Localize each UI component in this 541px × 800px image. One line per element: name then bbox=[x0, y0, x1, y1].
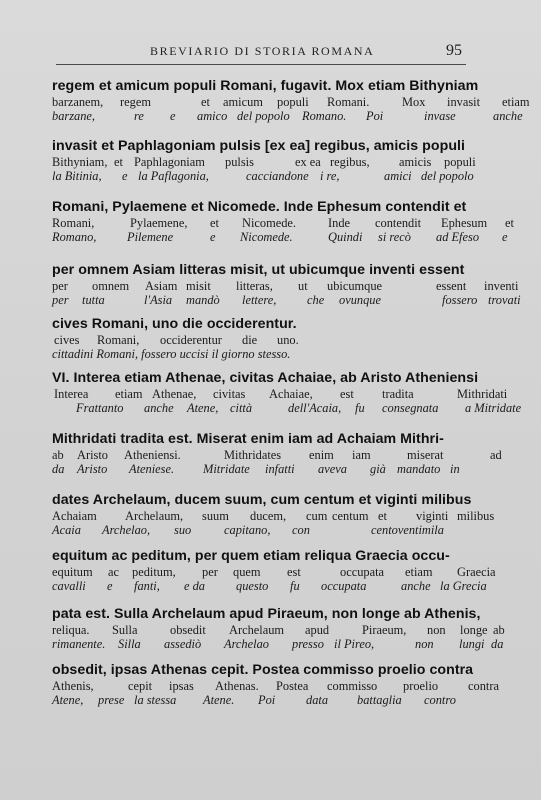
construed-word: etiam bbox=[502, 95, 530, 109]
construed-word: uno. bbox=[277, 333, 299, 347]
construed-word: reliqua. bbox=[52, 623, 90, 637]
latin-line: invasit et Paphlagoniam pulsis [ex ea] regibus, amicis populi bbox=[52, 138, 466, 154]
construed-word: centum bbox=[332, 509, 369, 523]
construed-word: cepit bbox=[128, 679, 153, 693]
latin-line: Mithridati tradita est. Miserat enim iam ad Achaiam Mithri- bbox=[52, 431, 444, 447]
translation-word: da bbox=[491, 637, 504, 651]
construed-word: Mithridati bbox=[457, 387, 508, 401]
construed-word: Achaiae, bbox=[269, 387, 313, 401]
construed-word: obsedit bbox=[170, 623, 206, 637]
translation-word: Ateniese. bbox=[129, 462, 175, 476]
construed-word: Aristo bbox=[77, 448, 108, 462]
construed-word: die bbox=[242, 333, 258, 347]
construed-order-line bbox=[52, 448, 502, 462]
construed-order-line bbox=[52, 623, 505, 637]
construed-order-line bbox=[52, 279, 519, 293]
construed-order-line bbox=[52, 155, 476, 169]
translation-word: non bbox=[415, 637, 434, 651]
translation-word: da bbox=[52, 462, 65, 476]
translation-word: barzane, bbox=[52, 109, 96, 123]
construed-word: amicis bbox=[399, 155, 432, 169]
translation-word: anche bbox=[493, 109, 523, 123]
translation-word: e bbox=[122, 169, 128, 183]
construed-word: Romani, bbox=[97, 333, 140, 347]
construed-word: Graecia bbox=[457, 565, 496, 579]
construed-word: essent bbox=[436, 279, 467, 293]
verse-block bbox=[52, 492, 495, 537]
translation-word: Pilemene bbox=[127, 230, 174, 244]
translation-word: Quindi bbox=[328, 230, 363, 244]
construed-word: commisso bbox=[327, 679, 378, 693]
translation-word: lungi bbox=[459, 637, 485, 651]
translation-word: cacciandone bbox=[246, 169, 309, 183]
verse-block bbox=[52, 78, 530, 123]
construed-word: Mox bbox=[402, 95, 426, 109]
translation-word: Frattanto bbox=[76, 401, 124, 415]
construed-word: pulsis bbox=[225, 155, 254, 169]
translation-word: Archelao bbox=[224, 637, 269, 651]
construed-word: quem bbox=[233, 565, 261, 579]
construed-word: Interea bbox=[54, 387, 89, 401]
construed-word: viginti bbox=[416, 509, 449, 523]
construed-word: Nicomede. bbox=[242, 216, 297, 230]
construed-word: omnem bbox=[92, 279, 130, 293]
translation-word: Aristo bbox=[77, 462, 108, 476]
translation-word: cittadini Romani, fossero uccisi il giorno stesso. bbox=[52, 347, 291, 361]
translation-word: in bbox=[450, 462, 460, 476]
translation-word: cavalli bbox=[52, 579, 86, 593]
latin-line: per omnem Asiam litteras misit, ut ubicumque inventi essent bbox=[52, 262, 465, 278]
construed-word: Paphlagoniam bbox=[134, 155, 205, 169]
translation-word: e bbox=[107, 579, 113, 593]
translation-word: e bbox=[502, 230, 508, 244]
italian-translation-line bbox=[52, 230, 508, 244]
translation-word: amici bbox=[384, 169, 412, 183]
translation-word: Romano. bbox=[302, 109, 347, 123]
construed-word: ubicumque bbox=[327, 279, 383, 293]
translation-word: Atene, bbox=[52, 693, 84, 707]
translation-word: re bbox=[134, 109, 144, 123]
construed-word: ex ea bbox=[295, 155, 321, 169]
translation-word: ovunque bbox=[339, 293, 381, 307]
translation-word: già bbox=[370, 462, 386, 476]
construed-word: Atheniensi. bbox=[124, 448, 181, 462]
construed-word: civitas bbox=[213, 387, 246, 401]
construed-word: regibus, bbox=[330, 155, 370, 169]
construed-word: Piraeum, bbox=[362, 623, 407, 637]
translation-word: Poi bbox=[258, 693, 276, 707]
translation-word: consegnata bbox=[382, 401, 439, 415]
construed-order-line bbox=[52, 679, 499, 693]
construed-order-line bbox=[52, 565, 496, 579]
translation-word: tutta bbox=[82, 293, 105, 307]
construed-word: cives bbox=[54, 333, 80, 347]
construed-word: Inde bbox=[328, 216, 351, 230]
construed-word: est bbox=[287, 565, 301, 579]
construed-word: ad bbox=[490, 448, 502, 462]
construed-word: barzanem, bbox=[52, 95, 104, 109]
construed-word: contra bbox=[468, 679, 499, 693]
translation-word: la Grecia bbox=[440, 579, 487, 593]
construed-word: non bbox=[427, 623, 446, 637]
construed-word: Archelaum, bbox=[125, 509, 184, 523]
construed-word: Athenae, bbox=[152, 387, 197, 401]
construed-word: Athenis, bbox=[52, 679, 94, 693]
translation-word: Acaia bbox=[52, 523, 81, 537]
running-title: BREVIARIO DI STORIA ROMANA bbox=[150, 44, 375, 58]
translation-word: fu bbox=[290, 579, 300, 593]
construed-word: etiam bbox=[115, 387, 143, 401]
translation-word: trovati bbox=[488, 293, 521, 307]
page-number: 95 bbox=[446, 42, 462, 59]
construed-word: est bbox=[340, 387, 354, 401]
translation-word: del popolo bbox=[237, 109, 290, 123]
translation-word: fossero bbox=[442, 293, 478, 307]
translation-word: lettere, bbox=[242, 293, 277, 307]
translation-word: del popolo bbox=[421, 169, 474, 183]
construed-word: litteras, bbox=[236, 279, 273, 293]
translation-word: capitano, bbox=[224, 523, 271, 537]
construed-word: ipsas bbox=[169, 679, 194, 693]
translation-word: anche bbox=[144, 401, 174, 415]
translation-word: e bbox=[210, 230, 216, 244]
construed-word: occupata bbox=[340, 565, 385, 579]
construed-word: et bbox=[378, 509, 387, 523]
translation-word: a Mitridate bbox=[465, 401, 522, 415]
translation-word: invase bbox=[424, 109, 456, 123]
translation-word: questo bbox=[236, 579, 269, 593]
italian-translation-line bbox=[52, 169, 474, 183]
construed-word: per bbox=[202, 565, 218, 579]
translation-word: rimanente. bbox=[52, 637, 106, 651]
translation-word: occupata bbox=[321, 579, 367, 593]
construed-word: suum bbox=[202, 509, 229, 523]
italian-translation-line bbox=[52, 579, 487, 593]
translation-word: Atene. bbox=[203, 693, 235, 707]
construed-word: milibus bbox=[457, 509, 495, 523]
translation-word: assediò bbox=[164, 637, 202, 651]
translation-word: e bbox=[170, 109, 176, 123]
italian-translation-line bbox=[52, 347, 464, 361]
latin-line: Romani, Pylaemene et Nicomede. Inde Ephesum contendit et bbox=[52, 199, 467, 215]
construed-word: Romani. bbox=[327, 95, 370, 109]
translation-word: suo bbox=[174, 523, 192, 537]
construed-word: et bbox=[210, 216, 219, 230]
construed-word: contendit bbox=[375, 216, 422, 230]
header-rule bbox=[56, 64, 466, 65]
translation-word: amico bbox=[197, 109, 228, 123]
italian-translation-line bbox=[52, 637, 504, 651]
construed-word: ut bbox=[298, 279, 308, 293]
construed-word: Achaiam bbox=[52, 509, 97, 523]
construed-word: ab bbox=[52, 448, 64, 462]
translation-word: dell'Acaia, bbox=[288, 401, 342, 415]
translation-word: il Pireo, bbox=[334, 637, 375, 651]
translation-word: Mitridate bbox=[203, 462, 250, 476]
construed-word: tradita bbox=[382, 387, 414, 401]
verse-block bbox=[52, 370, 522, 415]
construed-word: et bbox=[201, 95, 210, 109]
construed-word: iam bbox=[352, 448, 371, 462]
construed-word: etiam bbox=[405, 565, 433, 579]
construed-word: et bbox=[505, 216, 514, 230]
construed-word: inventi bbox=[484, 279, 519, 293]
latin-line: pata est. Sulla Archelaum apud Piraeum, non longe ab Athenis, bbox=[52, 606, 481, 622]
verse-block bbox=[52, 316, 464, 361]
construed-word: longe bbox=[460, 623, 488, 637]
construed-order-line bbox=[52, 216, 514, 230]
construed-word: apud bbox=[305, 623, 330, 637]
verse-block bbox=[52, 262, 521, 307]
latin-line: equitum ac peditum, per quem etiam reliqua Graecia occu- bbox=[52, 548, 450, 564]
translation-word: data bbox=[306, 693, 329, 707]
translation-word: Romano, bbox=[52, 230, 97, 244]
construed-word: Athenas. bbox=[215, 679, 259, 693]
construed-word: Postea bbox=[276, 679, 309, 693]
latin-line: obsedit, ipsas Athenas cepit. Postea commisso proelio contra bbox=[52, 662, 474, 678]
translation-word: mandò bbox=[186, 293, 220, 307]
translation-word: Silla bbox=[118, 637, 141, 651]
latin-line: VI. Interea etiam Athenae, civitas Achaiae, ab Aristo Atheniensi bbox=[52, 370, 479, 386]
construed-word: enim bbox=[309, 448, 334, 462]
translation-word: Nicomede. bbox=[240, 230, 293, 244]
italian-translation-line bbox=[52, 401, 522, 415]
verse-block bbox=[52, 431, 502, 476]
page-header bbox=[0, 44, 541, 64]
construed-order-line bbox=[52, 95, 530, 109]
translation-word: battaglia bbox=[357, 693, 402, 707]
translation-word: ad Efeso bbox=[436, 230, 480, 244]
translation-word: fu bbox=[355, 401, 365, 415]
translation-word: centoventimila bbox=[371, 523, 444, 537]
construed-word: misit bbox=[186, 279, 211, 293]
construed-word: Bithyniam, bbox=[52, 155, 108, 169]
verse-block bbox=[52, 606, 505, 651]
translation-word: la stessa bbox=[134, 693, 177, 707]
latin-line: regem et amicum populi Romani, fugavit. Mox etiam Bithyniam bbox=[52, 78, 479, 94]
verse-block bbox=[52, 199, 514, 244]
italian-translation-line bbox=[52, 462, 464, 476]
construed-word: populi bbox=[277, 95, 309, 109]
translation-word: l'Asia bbox=[144, 293, 173, 307]
construed-word: ab bbox=[493, 623, 505, 637]
italian-translation-line bbox=[52, 693, 464, 707]
verse-block bbox=[52, 548, 496, 593]
construed-word: Ephesum bbox=[441, 216, 488, 230]
translation-word: la Paflagonia, bbox=[138, 169, 209, 183]
construed-word: peditum, bbox=[132, 565, 176, 579]
construed-order-line bbox=[52, 509, 495, 523]
construed-word: invasit bbox=[447, 95, 481, 109]
translation-word: si recò bbox=[378, 230, 411, 244]
construed-word: miserat bbox=[407, 448, 444, 462]
construed-word: Pylaemene, bbox=[130, 216, 188, 230]
translation-word: e da bbox=[184, 579, 205, 593]
verse-block bbox=[52, 662, 499, 707]
construed-word: per bbox=[52, 279, 68, 293]
translation-word: aveva bbox=[318, 462, 347, 476]
translation-word: Archelao, bbox=[102, 523, 151, 537]
translation-word: i re, bbox=[320, 169, 340, 183]
construed-word: amicum bbox=[223, 95, 263, 109]
verse-block bbox=[52, 138, 476, 183]
construed-word: ac bbox=[108, 565, 119, 579]
translation-word: per bbox=[52, 293, 69, 307]
construed-order-line bbox=[52, 333, 464, 347]
construed-word: Asiam bbox=[145, 279, 178, 293]
translation-word: città bbox=[230, 401, 253, 415]
translation-word: con bbox=[292, 523, 310, 537]
translation-word: prese bbox=[98, 693, 125, 707]
construed-word: Romani, bbox=[52, 216, 95, 230]
construed-word: occiderentur bbox=[160, 333, 222, 347]
translation-word: che bbox=[307, 293, 325, 307]
latin-line: dates Archelaum, ducem suum, cum centum et viginti milibus bbox=[52, 492, 472, 508]
construed-word: Mithridates bbox=[224, 448, 282, 462]
translation-word: la Bitinia, bbox=[52, 169, 102, 183]
translation-word: mandato bbox=[397, 462, 441, 476]
translation-word: fanti, bbox=[134, 579, 160, 593]
translation-word: Atene, bbox=[187, 401, 219, 415]
latin-line: cives Romani, uno die occiderentur. bbox=[52, 316, 297, 332]
construed-word: equitum bbox=[52, 565, 93, 579]
italian-translation-line bbox=[52, 109, 523, 123]
translation-word: infatti bbox=[265, 462, 295, 476]
translation-word: anche bbox=[401, 579, 431, 593]
italian-translation-line bbox=[52, 523, 464, 537]
construed-word: populi bbox=[444, 155, 476, 169]
construed-word: Sulla bbox=[112, 623, 138, 637]
translation-word: Poi bbox=[366, 109, 384, 123]
construed-word: proelio bbox=[403, 679, 439, 693]
construed-order-line bbox=[52, 387, 508, 401]
translation-word: contro bbox=[424, 693, 456, 707]
construed-word: et bbox=[114, 155, 123, 169]
italian-translation-line bbox=[52, 293, 521, 307]
construed-word: regem bbox=[120, 95, 151, 109]
construed-word: ducem, bbox=[250, 509, 287, 523]
construed-word: Archelaum bbox=[229, 623, 285, 637]
translation-word: presso bbox=[292, 637, 324, 651]
construed-word: cum bbox=[306, 509, 328, 523]
